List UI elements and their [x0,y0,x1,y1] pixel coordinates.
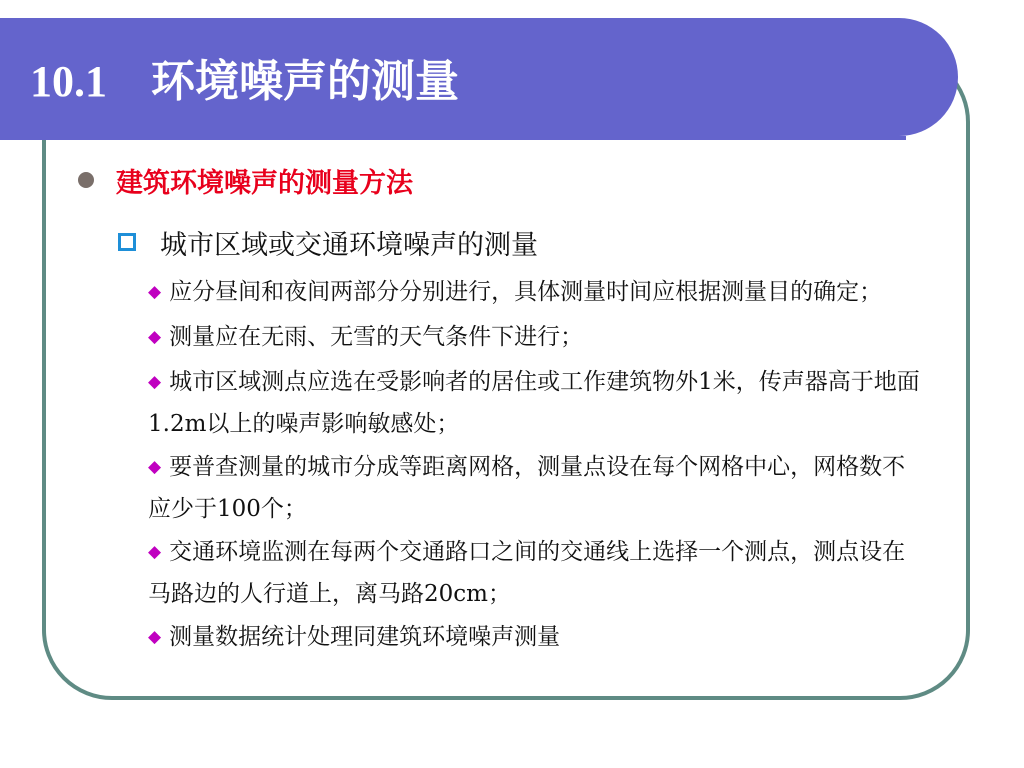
heading-level2-text: 城市区域或交通环境噪声的测量 [160,229,538,261]
list-item [148,447,928,529]
list-item-text: 测量数据统计处理同建筑环境噪声测量 [169,624,561,650]
list-item-text: 应分昼间和夜间两部分分别进行，具体测量时间应根据测量目的确定； [169,279,883,305]
hollow-square-icon [118,233,136,251]
diamond-icon: ◆ [148,542,162,562]
list-item [148,617,928,659]
list-item-text: 要普查测量的城市分成等距离网格，测量点设在每个网格中心，网格数不应少于100个； [148,454,906,522]
title-text: 环境噪声的测量 [151,56,459,107]
list-item-text: 城市区域测点应选在受影响者的居住或工作建筑物外1米，传声器高于地面1.2m以上的噪声影响敏感处； [148,369,920,437]
list-item-text: 交通环境监测在每两个交通路口之间的交通线上选择一个测点，测点设在马路边的人行道上，离马路20cm； [148,539,906,607]
title-underline [0,136,906,140]
round-dot-icon [78,172,94,188]
diamond-icon: ◆ [148,457,162,477]
heading-level2 [118,222,538,262]
slide-title [30,52,459,112]
list-item [148,362,928,444]
list-item [148,272,928,314]
diamond-icon: ◆ [148,372,162,392]
diamond-icon: ◆ [148,282,162,302]
list-item-text: 测量应在无雨、无雪的天气条件下进行； [169,324,584,350]
heading-level1-text: 建筑环境噪声的测量方法 [116,167,413,199]
bullet-list [148,272,928,662]
list-item [148,317,928,359]
heading-level1 [78,160,413,200]
title-number: 10.1 [30,57,107,106]
diamond-icon: ◆ [148,327,162,347]
list-item [148,532,928,614]
diamond-icon: ◆ [148,627,162,647]
